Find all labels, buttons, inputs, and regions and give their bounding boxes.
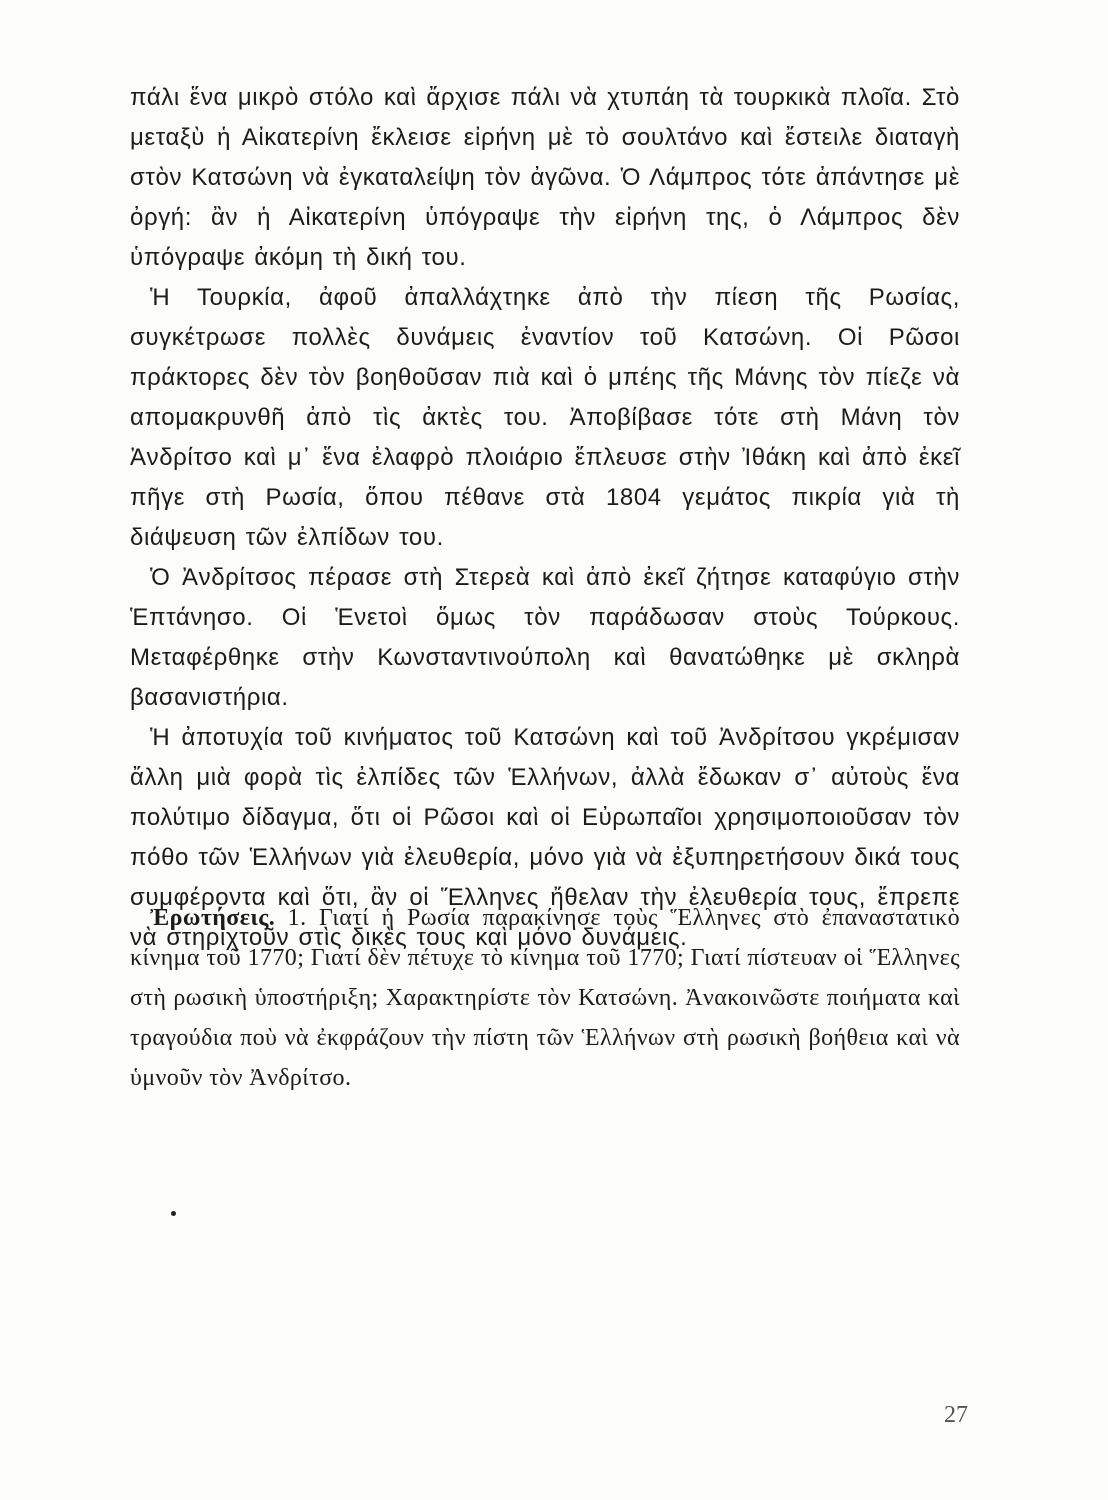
questions-section bbox=[130, 898, 960, 1098]
body-text bbox=[130, 78, 960, 958]
paragraph-2: Ἡ Τουρκία, ἀφοῦ ἀπαλλάχτηκε ἀπὸ τὴν πίεση τῆς Ρωσίας, συγκέτρωσε πολλὲς δυνάμεις ἐναντίον τοῦ Κατσώνη. Οἱ Ρῶσοι πράκτορες δὲν τὸν βοηθοῦσαν πιὰ καὶ ὁ μπέης τῆς Μάνης τὸν πίεζε νὰ απομακρυνθῆ ἀπὸ τὶς ἀκτὲς του. Ἀποβίβασε τότε στὴ Μάνη τὸν Ἀνδρίτσο καὶ μ᾽ ἕνα ἐλαφρὸ πλοιάριο ἔπλευσε στὴν Ἰθάκη καὶ ἀπὸ ἐκεῖ πῆγε στὴ Ρωσία, ὅπου πέθανε στὰ 1804 γεμάτος πικρία γιὰ τὴ διάψευση τῶν ἐλπίδων του. bbox=[130, 284, 960, 551]
paragraph-1: πάλι ἕνα μικρὸ στόλο καὶ ἄρχισε πάλι νὰ χτυπάη τὰ τουρκικὰ πλοῖα. Στὸ μεταξὺ ἡ Αἰκατερίνη ἔκλεισε εἰρήνη μὲ τὸ σουλτάνο καὶ ἔστειλε διαταγὴ στὸν Κατσώνη νὰ ἐγκαταλείψη τὸν ἀγῶνα. Ὁ Λάμπρος τότε ἀπάντησε μὲ ὀργή: ἂν ἡ Αἰκατερίνη ὑπόγραψε τὴν εἰρήνη της, ὁ Λάμπρος δὲν ὑπόγραψε ἀκόμη τὴ δική του. bbox=[130, 84, 960, 271]
paragraph-4: Ἡ ἀποτυχία τοῦ κινήματος τοῦ Κατσώνη καὶ τοῦ Ἀνδρίτσου γκρέμισαν ἄλλη μιὰ φορὰ τὶς ἐλπίδες τῶν Ἑλλήνων, ἀλλὰ ἔδωκαν σ᾽ αὐτοὺς ἕνα πολύτιμο δίδαγμα, ὅτι οἱ Ρῶσοι καὶ οἱ Εὐρωπαῖοι χρησιμοποιοῦσαν τὸν πόθο τῶν Ἑλλήνων γιὰ ἐλευθερία, μόνο γιὰ νὰ ἐξυπηρετήσουν δικά τους συμφέροντα καὶ ὅτι, ἂν οἱ Ἕλληνες ἤθελαν τὴν ἐλευθερία τους, ἔπρεπε νὰ στηριχτοῦν στὶς δικὲς τους καὶ μόνο δυνάμεις. bbox=[130, 724, 960, 951]
questions-heading: Ἐρωτήσεις. bbox=[150, 905, 288, 931]
questions-text: 1. Γιατί ἡ Ρωσία παρακίνησε τοὺς Ἕλληνες στὸ ἐπαναστατικὸ κίνημα τοῦ 1770; Γιατί δὲν πέτυχε τὸ κίνημα τοῦ 1770; Γιατί πίστευαν οἱ Ἕλληνες στὴ ρωσικὴ ὑποστήριξη; Χαρακτηρίστε τὸν Κατσώνη. Ἀνακοινῶστε ποιήματα καὶ τραγούδια ποὺ νὰ ἐκφράζουν τὴν πίστη τῶν Ἑλλήνων στὴ ρωσικὴ βοήθεια καὶ νὰ ὑμνοῦν τὸν Ἀνδρίτσο. bbox=[130, 905, 961, 1091]
ink-speck bbox=[171, 1211, 176, 1216]
page-number: 27 bbox=[944, 1402, 968, 1428]
paragraph-3: Ὁ Ἀνδρίτσος πέρασε στὴ Στερεὰ καὶ ἀπὸ ἐκεῖ ζήτησε καταφύγιο στὴν Ἑπτάνησο. Οἱ Ἑνετοὶ ὅμως τὸν παράδωσαν στοὺς Τούρκους. Μεταφέρθηκε στὴν Κωνσταντινούπολη καὶ θανατώθηκε μὲ σκληρὰ βασανιστήρια. bbox=[130, 564, 960, 711]
